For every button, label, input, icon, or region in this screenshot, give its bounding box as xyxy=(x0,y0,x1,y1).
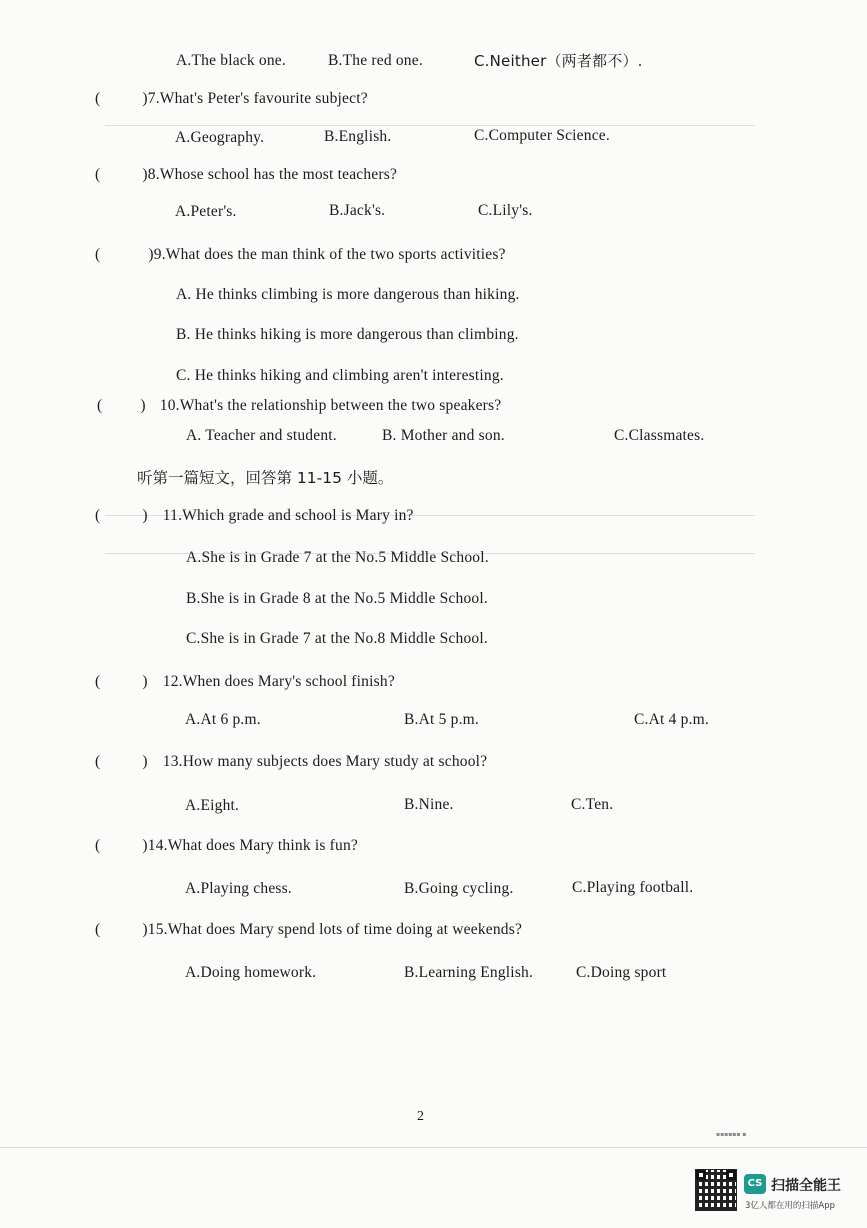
question-7 xyxy=(95,90,368,108)
q10-option-b: B. Mother and son. xyxy=(382,427,505,444)
brand-tagline: 3亿人都在用的扫描App xyxy=(745,1201,836,1211)
q12-option-a: A.At 6 p.m. xyxy=(185,711,261,728)
q14-option-b: B.Going cycling. xyxy=(404,880,514,897)
answer-bracket-open: ( xyxy=(95,673,101,690)
question-10 xyxy=(97,397,501,415)
answer-bracket-close: ) xyxy=(140,397,146,414)
q15-option-c: C.Doing sport xyxy=(576,964,667,981)
q8-option-c: C.Lily's. xyxy=(478,202,533,219)
question-11 xyxy=(95,507,414,525)
question-text: 9.What does the man think of the two sports activities? xyxy=(153,246,506,263)
answer-bracket-open: ( xyxy=(95,837,101,854)
question-14 xyxy=(95,837,358,855)
q10-option-a: A. Teacher and student. xyxy=(186,427,337,444)
q12-option-c: C.At 4 p.m. xyxy=(634,711,709,728)
q7-option-b: B.English. xyxy=(324,128,392,145)
question-text: 15.What does Mary spend lots of time doing at weekends? xyxy=(147,921,523,938)
q9-option-c: C. He thinks hiking and climbing aren't interesting. xyxy=(176,367,504,384)
footer-divider xyxy=(0,1147,867,1148)
answer-bracket-close: ) xyxy=(142,166,148,183)
answer-bracket-close: ) xyxy=(142,753,148,770)
answer-bracket-open: ( xyxy=(95,507,101,524)
question-text: 14.What does Mary think is fun? xyxy=(147,837,358,854)
q15-option-b: B.Learning English. xyxy=(404,964,534,981)
q7-option-c: C.Computer Science. xyxy=(474,127,610,144)
answer-bracket-close: ) xyxy=(142,921,148,938)
q13-option-c: C.Ten. xyxy=(571,796,614,813)
camscanner-logo-icon: CS xyxy=(744,1174,766,1194)
q11-option-b: B.She is in Grade 8 at the No.5 Middle School. xyxy=(186,590,488,607)
answer-bracket-open: ( xyxy=(95,246,101,263)
scan-mark: ▪▪▪▪▪▪ ▪ xyxy=(716,1131,747,1138)
question-12 xyxy=(95,673,395,691)
question-text: 7.What's Peter's favourite subject? xyxy=(147,90,368,107)
q14-option-c: C.Playing football. xyxy=(572,879,694,896)
answer-bracket-close: ) xyxy=(142,673,148,690)
bleed-rule xyxy=(105,125,755,126)
question-text: 13.How many subjects does Mary study at school? xyxy=(162,753,488,770)
answer-bracket-close: ) xyxy=(148,246,154,263)
q8-option-b: B.Jack's. xyxy=(329,202,386,219)
q6-option-c: C.Neither（两者都不）. xyxy=(474,52,643,70)
q11-option-c: C.She is in Grade 7 at the No.8 Middle School. xyxy=(186,630,488,647)
answer-bracket-open: ( xyxy=(95,921,101,938)
answer-bracket-open: ( xyxy=(95,90,101,107)
q13-option-b: B.Nine. xyxy=(404,796,454,813)
q7-option-a: A.Geography. xyxy=(175,129,265,146)
q12-option-b: B.At 5 p.m. xyxy=(404,711,479,728)
answer-bracket-close: ) xyxy=(142,837,148,854)
answer-bracket-open: ( xyxy=(95,753,101,770)
q15-option-a: A.Doing homework. xyxy=(185,964,317,981)
page-number: 2 xyxy=(417,1109,424,1124)
question-text: 10.What's the relationship between the two speakers? xyxy=(159,397,502,414)
question-15 xyxy=(95,921,522,939)
q9-option-a: A. He thinks climbing is more dangerous than hiking. xyxy=(176,286,520,303)
brand-name: 扫描全能王 xyxy=(771,1178,841,1194)
answer-bracket-open: ( xyxy=(95,166,101,183)
q14-option-a: A.Playing chess. xyxy=(185,880,292,897)
answer-bracket-close: ) xyxy=(142,90,148,107)
answer-bracket-close: ) xyxy=(142,507,148,524)
q8-option-a: A.Peter's. xyxy=(175,203,237,220)
answer-bracket-open: ( xyxy=(97,397,103,414)
question-text: 11.Which grade and school is Mary in? xyxy=(162,507,414,524)
question-text: 8.Whose school has the most teachers? xyxy=(147,166,398,183)
qr-code-icon xyxy=(696,1170,736,1210)
q13-option-a: A.Eight. xyxy=(185,797,240,814)
question-9 xyxy=(95,246,506,264)
q6-option-a: A.The black one. xyxy=(176,52,286,69)
q10-option-c: C.Classmates. xyxy=(614,427,705,444)
question-8 xyxy=(95,166,397,184)
question-text: 12.When does Mary's school finish? xyxy=(162,673,395,690)
question-13 xyxy=(95,753,487,771)
q11-option-a: A.She is in Grade 7 at the No.5 Middle School. xyxy=(186,549,489,566)
q6-option-b: B.The red one. xyxy=(328,52,423,69)
section-heading: 听第一篇短文，回答第 11-15 小题。 xyxy=(137,469,394,487)
q9-option-b: B. He thinks hiking is more dangerous than climbing. xyxy=(176,326,519,343)
